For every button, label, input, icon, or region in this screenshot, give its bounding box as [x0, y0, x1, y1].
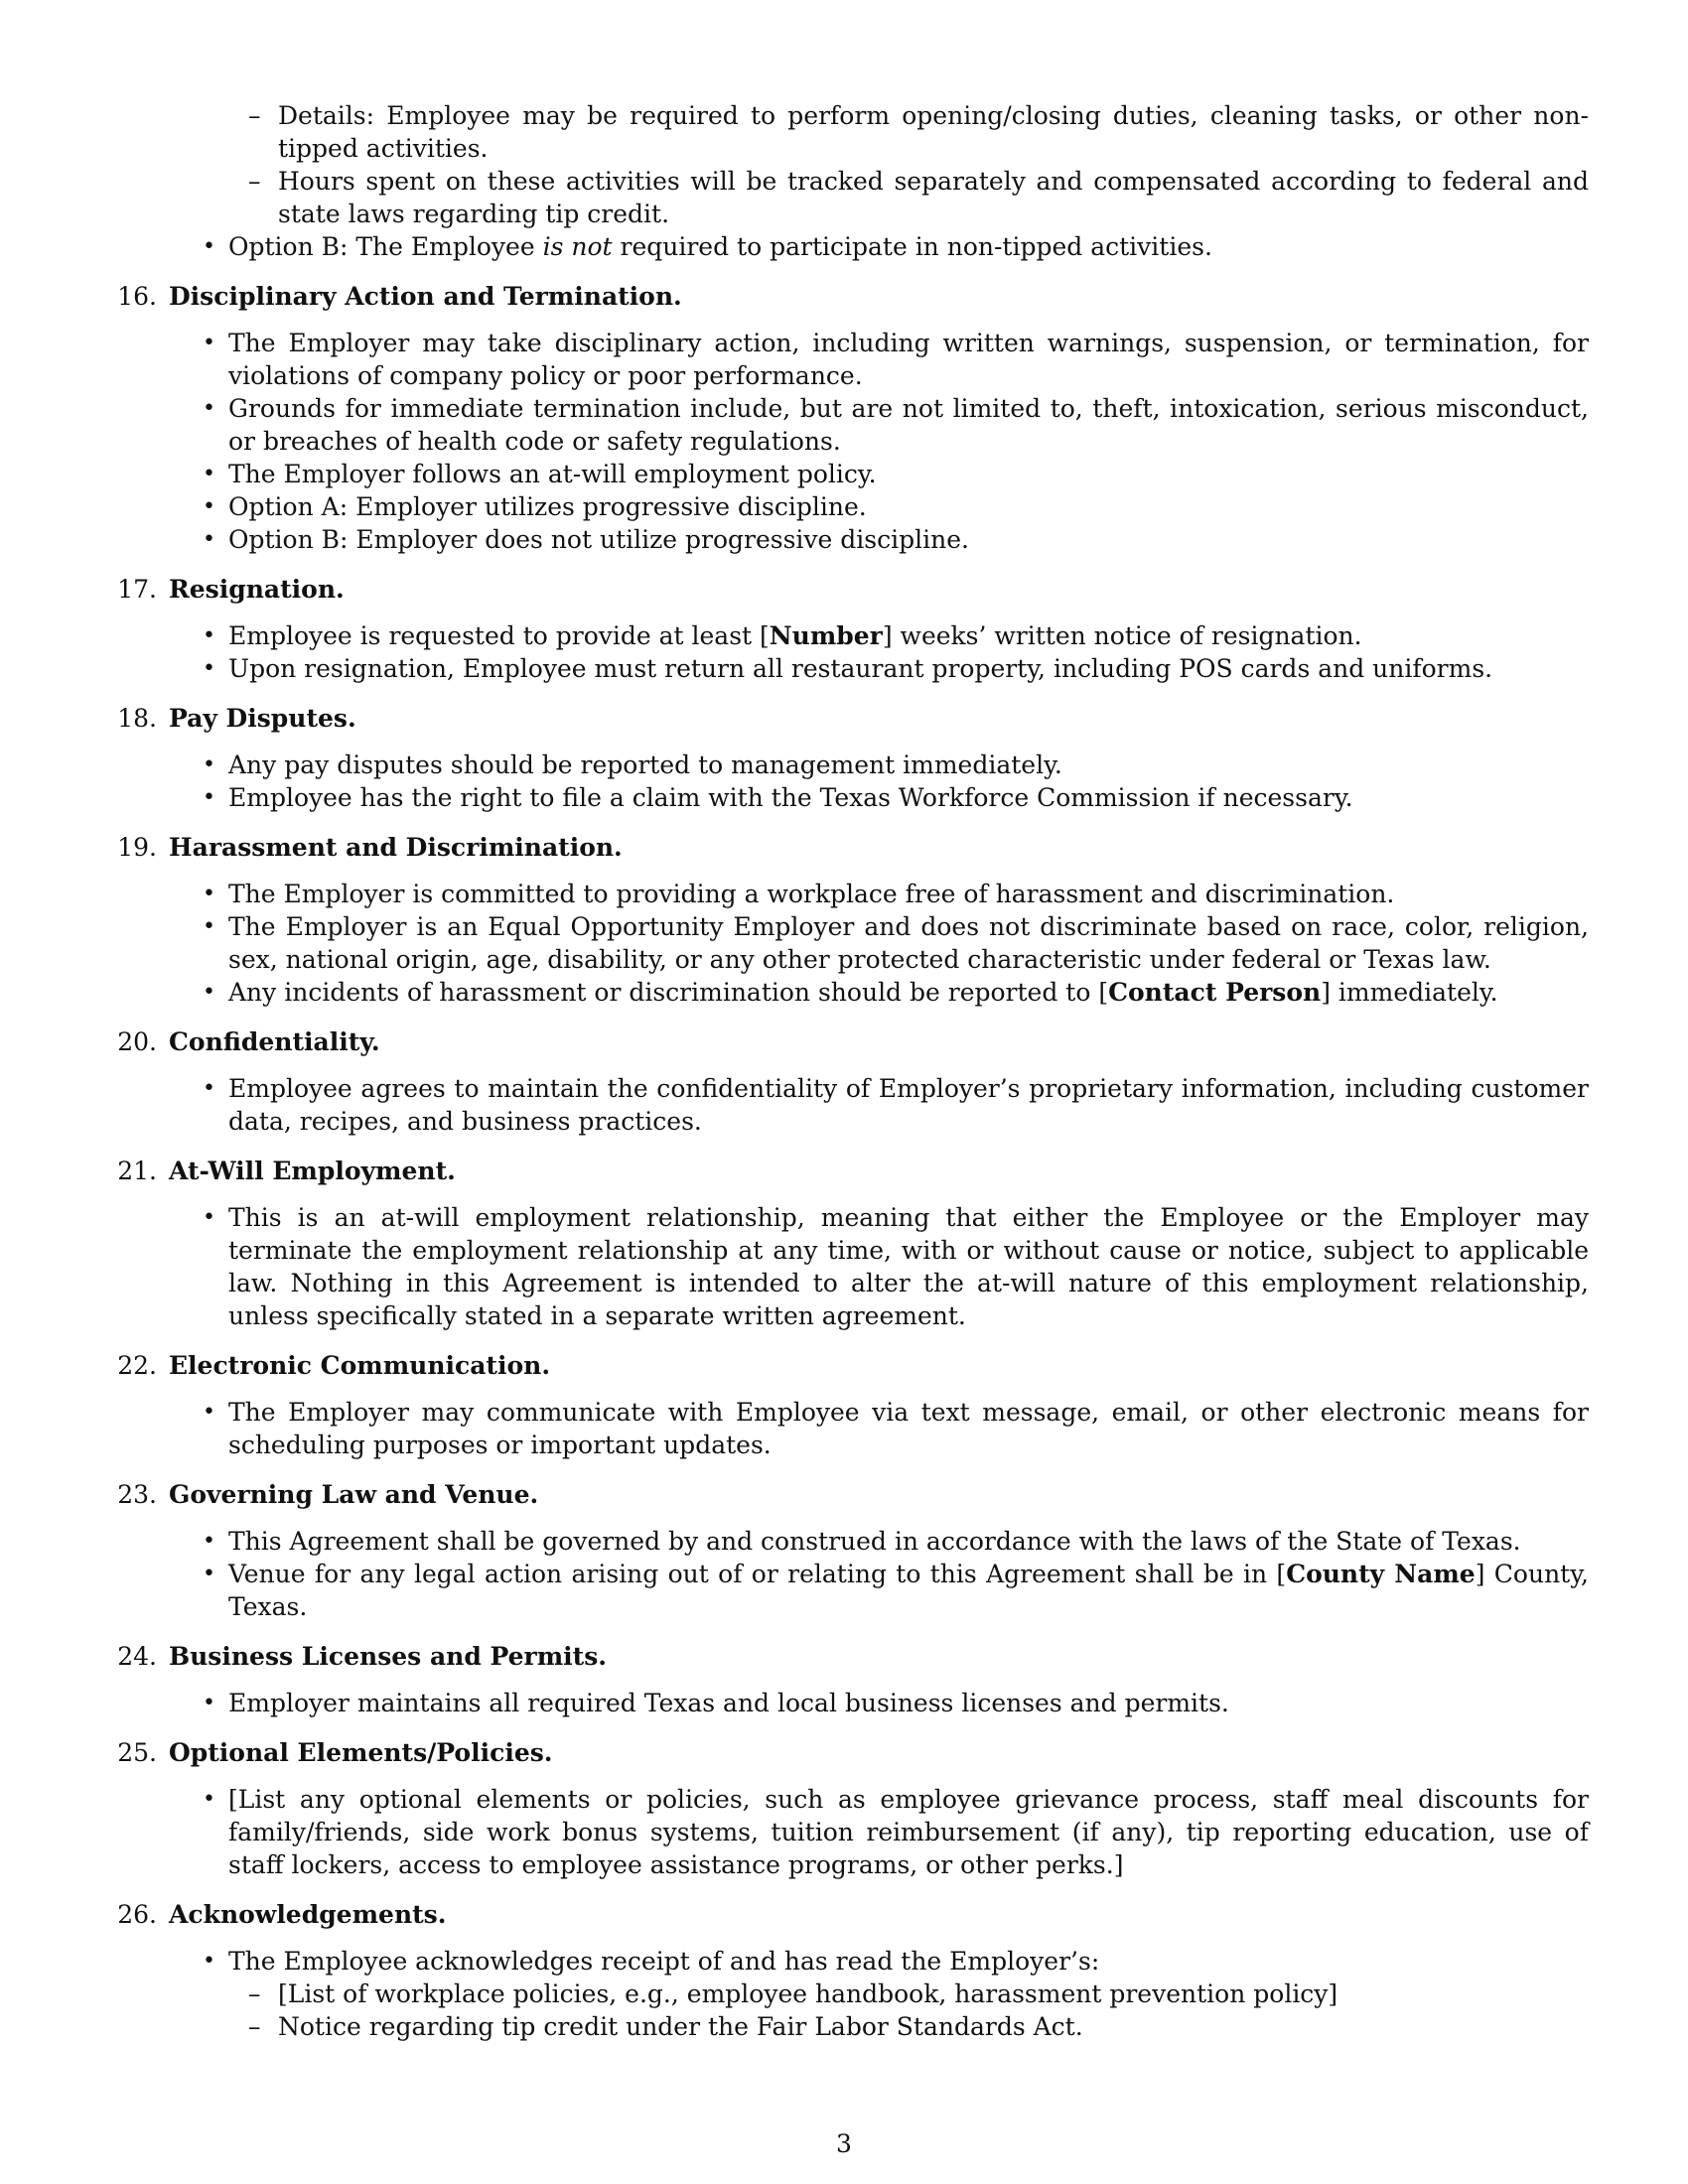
- list-item: • The Employer may communicate with Employee via text message, email, or other electronic means for scheduling purposes or important updates.: [228, 1396, 1589, 1461]
- section-items: [109, 1072, 1589, 1138]
- emphasis-text: is not: [542, 232, 613, 261]
- list-item: • This Agreement shall be governed by and construed in accordance with the laws of the State of Texas.: [228, 1525, 1589, 1558]
- section-19: [109, 831, 1589, 1009]
- placeholder-field: Contact Person: [1108, 978, 1322, 1007]
- section-number: 17.: [117, 575, 157, 604]
- section-items: [109, 1525, 1589, 1623]
- section-number: 18.: [117, 704, 157, 733]
- list-item: • This is an at-will employment relationship, meaning that either the Employee or the Employer may terminate the employment relationship at any time, with or without cause or notice, subject to applicable law. Nothing in this Agreement is intended to alter the at-will nature of this employment relationship, unless specifically stated in a separate written agreement.: [228, 1201, 1589, 1332]
- section-20: [109, 1025, 1589, 1138]
- section-title: Resignation.: [169, 575, 345, 604]
- document-body: [109, 99, 1589, 2060]
- text: Option B: The Employee: [228, 232, 543, 261]
- continuation-options: [109, 230, 1589, 263]
- section-15-continuation: [228, 99, 1589, 230]
- list-item: – [List of workplace policies, e.g., employee handbook, harassment prevention policy]: [278, 1978, 1589, 2010]
- section-23: [109, 1478, 1589, 1623]
- section-heading: [109, 573, 1589, 606]
- list-item: – Details: Employee may be required to perform opening/closing duties, cleaning tasks, or other non-tipped activities.: [278, 99, 1589, 165]
- section-number: 20.: [117, 1027, 157, 1056]
- section-heading: [109, 280, 1589, 313]
- text: ] immediately.: [1321, 978, 1498, 1007]
- section-title: Acknowledgements.: [169, 1900, 447, 1929]
- section-24: [109, 1640, 1589, 1719]
- text: Venue for any legal action arising out of or relating to this Agreement shall be in [: [228, 1560, 1287, 1588]
- list-item: [228, 230, 1589, 263]
- list-item: [228, 619, 1589, 652]
- section-items: [109, 1783, 1589, 1881]
- text: required to participate in non-tipped activities.: [612, 232, 1212, 261]
- section-title: Confidentiality.: [169, 1027, 380, 1056]
- section-title: Electronic Communication.: [169, 1351, 551, 1380]
- list-item: • The Employer is an Equal Opportunity Employer and does not discriminate based on race, color, religion, sex, national origin, age, disability, or any other protected characteristic under federal or Texas law.: [228, 910, 1589, 976]
- section-heading: [109, 1640, 1589, 1673]
- section-number: 24.: [117, 1642, 157, 1671]
- list-item: • Grounds for immediate termination include, but are not limited to, theft, intoxication, serious misconduct, or breaches of health code or safety regulations.: [228, 392, 1589, 458]
- list-item: [228, 1945, 1589, 2043]
- text: Any incidents of harassment or discrimination should be reported to [: [228, 978, 1109, 1007]
- section-number: 22.: [117, 1351, 157, 1380]
- section-heading: [109, 831, 1589, 864]
- section-title: Harassment and Discrimination.: [169, 833, 623, 862]
- list-item: • Employer maintains all required Texas and local business licenses and permits.: [228, 1687, 1589, 1719]
- section-heading: [109, 702, 1589, 735]
- section-heading: [109, 1349, 1589, 1382]
- text: Employee is requested to provide at least [: [228, 621, 770, 650]
- section-22: [109, 1349, 1589, 1461]
- text: ] County, Texas.: [228, 1560, 1589, 1621]
- section-items: [109, 1396, 1589, 1461]
- section-items: [109, 1687, 1589, 1719]
- list-item: – Hours spent on these activities will be tracked separately and compensated according to federal and state laws regarding tip credit.: [278, 165, 1589, 230]
- placeholder-field: Number: [769, 621, 883, 650]
- acknowledgement-subitems: [228, 1978, 1589, 2043]
- section-25: [109, 1736, 1589, 1881]
- section-title: Governing Law and Venue.: [169, 1480, 539, 1509]
- section-18: [109, 702, 1589, 814]
- section-number: 16.: [117, 282, 157, 311]
- list-item: • Any pay disputes should be reported to management immediately.: [228, 749, 1589, 781]
- placeholder-field: County Name: [1286, 1560, 1476, 1588]
- section-title: At-Will Employment.: [169, 1157, 456, 1185]
- section-items: [109, 1945, 1589, 2043]
- list-item: • Employee has the right to file a claim with the Texas Workforce Commission if necessary.: [228, 781, 1589, 814]
- section-16: [109, 280, 1589, 556]
- section-title: Pay Disputes.: [169, 704, 356, 733]
- section-items: [109, 878, 1589, 1009]
- page-number: 3: [836, 2129, 852, 2158]
- section-number: 19.: [117, 833, 157, 862]
- list-item: • Upon resignation, Employee must return all restaurant property, including POS cards and uniforms.: [228, 652, 1589, 685]
- list-item: [228, 976, 1589, 1009]
- list-item: [228, 1558, 1589, 1623]
- section-items: [109, 327, 1589, 556]
- list-item: • [List any optional elements or policies, such as employee grievance process, staff meal discounts for family/friends, side work bonus systems, tuition reimbursement (if any), tip reporting education, use of staff lockers, access to employee assistance programs, or other perks.]: [228, 1783, 1589, 1881]
- section-heading: [109, 1478, 1589, 1511]
- section-number: 21.: [117, 1157, 157, 1185]
- section-17: [109, 573, 1589, 685]
- list-item: • The Employer may take disciplinary action, including written warnings, suspension, or termination, for violations of company policy or poor performance.: [228, 327, 1589, 392]
- list-item: • Option A: Employer utilizes progressive discipline.: [228, 490, 1589, 523]
- section-items: [109, 749, 1589, 814]
- section-title: Business Licenses and Permits.: [169, 1642, 607, 1671]
- continuation-subitems: [228, 99, 1589, 230]
- text: ] weeks’ written notice of resignation.: [882, 621, 1362, 650]
- text: The Employee acknowledges receipt of and has read the Employer’s:: [228, 1947, 1100, 1976]
- list-item: • The Employer follows an at-will employment policy.: [228, 458, 1589, 490]
- list-item: • The Employer is committed to providing a workplace free of harassment and discrimination.: [228, 878, 1589, 910]
- section-heading: [109, 1736, 1589, 1769]
- section-title: Optional Elements/Policies.: [169, 1738, 553, 1767]
- section-title: Disciplinary Action and Termination.: [169, 282, 682, 311]
- section-heading: [109, 1898, 1589, 1931]
- list-item: • Employee agrees to maintain the confidentiality of Employer’s proprietary information, including customer data, recipes, and business practices.: [228, 1072, 1589, 1138]
- section-number: 25.: [117, 1738, 157, 1767]
- section-number: 23.: [117, 1480, 157, 1509]
- section-heading: [109, 1025, 1589, 1058]
- section-number: 26.: [117, 1900, 157, 1929]
- section-26: [109, 1898, 1589, 2043]
- section-items: [109, 1201, 1589, 1332]
- section-heading: [109, 1155, 1589, 1187]
- list-item: • Option B: Employer does not utilize progressive discipline.: [228, 523, 1589, 556]
- section-21: [109, 1155, 1589, 1332]
- list-item: – Notice regarding tip credit under the Fair Labor Standards Act.: [278, 2010, 1589, 2043]
- section-items: [109, 619, 1589, 685]
